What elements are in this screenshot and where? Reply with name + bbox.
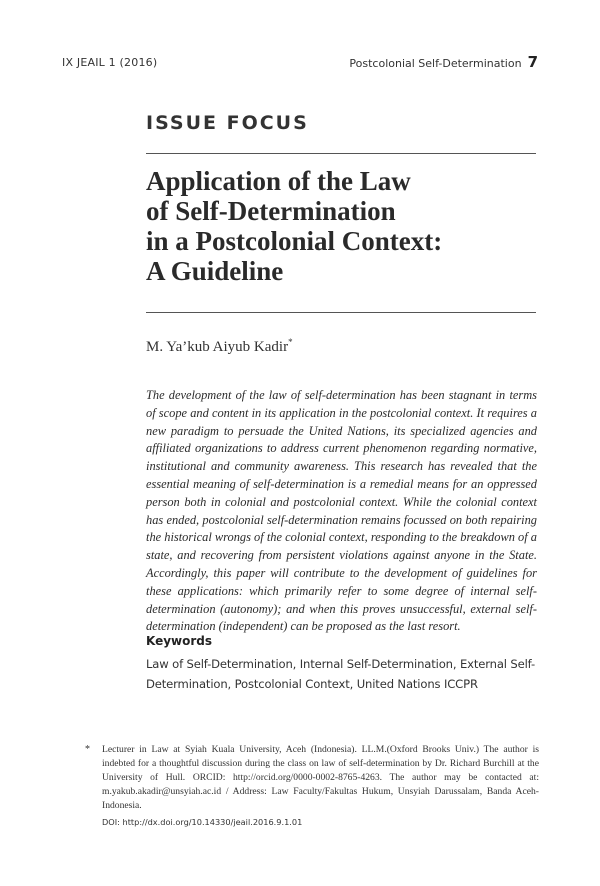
section-label: ISSUE FOCUS — [146, 112, 309, 134]
title-line: of Self-Determination — [146, 196, 396, 226]
author-footnote-marker[interactable]: * — [288, 337, 293, 347]
doi-link[interactable]: DOI: http://dx.doi.org/10.14330/jeail.2016.9.1.01 — [102, 817, 303, 827]
title-line: Application of the Law — [146, 166, 411, 196]
title-line: in a Postcolonial Context: — [146, 226, 443, 256]
footnote-marker: * — [85, 744, 90, 755]
keywords-heading: Keywords — [146, 634, 213, 648]
author-line — [146, 337, 293, 356]
article-title — [146, 166, 536, 286]
title-line: A Guideline — [146, 256, 284, 286]
footnote-text: Lecturer in Law at Syiah Kuala University, Aceh (Indonesia). LL.M.(Oxford Brooks Univ.) The author is indebted for a thoughtful discussion during the class on law of self-determination by Dr. Richard Burchill at the University of Hull. ORCID: http://orcid.org/0000-0002-8765-4263. The author may be contacted at: m.yakub.akadir@unsyiah.ac.id / Address: Law Faculty/Fakultas Hukum, Unsyiah Darussalam, Banda Aceh-Indonesia. — [102, 744, 539, 811]
author-name: M. Ya’kub Aiyub Kadir — [146, 339, 289, 355]
keywords-list: Law of Self-Determination, Internal Self-Determination, External Self-Determination, Postcolonial Context, United Nations ICCPR — [146, 657, 535, 691]
running-header — [349, 53, 538, 71]
footnote — [87, 743, 539, 829]
title-rule-bottom — [146, 312, 536, 313]
page-number: 7 — [527, 53, 538, 71]
title-rule-top — [146, 153, 536, 154]
abstract: The development of the law of self-determination has been stagnant in terms of scope and content in its application in the postcolonial context. It requires a new paradigm to persuade the United Nations, its specialized agencies and affiliated organizations to address current phenomenon regarding normative, institutional and community awareness. This research has revealed that the essential meaning of self-determination is a remedial means for an oppressed person both in colonial and postcolonial context. While the colonial context has ended, postcolonial self-determination remains focussed on both repairing the historical wrongs of the colonial context, responding to the breakdown of a state, and recovering from persistent violations against anyone in the State. Accordingly, this paper will contribute to the development of guidelines for these applications: which primarily refer to some degree of internal self-determination (autonomy); and when this proves unsuccessful, external self-determination (independent) can be proposed as the last resort. — [146, 388, 537, 634]
running-header-title: Postcolonial Self-Determination — [349, 57, 522, 70]
running-header-journal: IX JEAIL 1 (2016) — [62, 56, 158, 69]
